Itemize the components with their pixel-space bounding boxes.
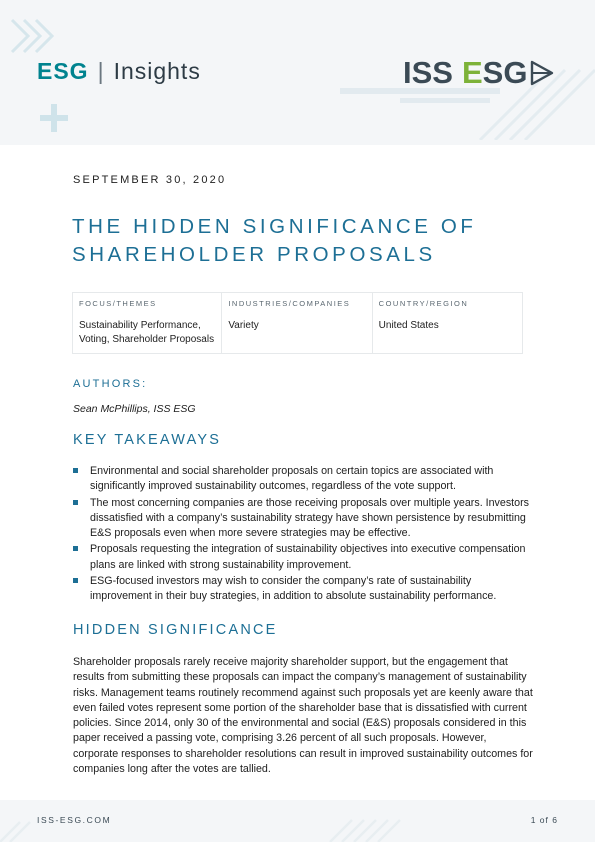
meta-focus-value: Sustainability Performance, Voting, Shareholder Proposals [79,320,215,345]
metadata-table [72,292,523,354]
takeaway-item [73,542,533,573]
key-takeaways-heading: KEY TAKEAWAYS [73,432,222,448]
takeaway-item [73,464,533,495]
page-number: 1 of 6 [530,815,558,825]
brand-insights: Insights [113,58,201,84]
bullet-square-icon [73,578,78,583]
brand-esg: ESG [37,58,89,84]
page-title: THE HIDDEN SIGNIFICANCE OF SHAREHOLDER PROPOSALS [72,215,477,266]
logo-e: E [461,55,483,90]
decorative-bar [400,98,490,103]
takeaway-item [73,496,533,542]
meta-industries-label: INDUSTRIES/COMPANIES [228,299,351,308]
footer-website-link[interactable]: ISS-ESG.COM [37,815,112,825]
authors-heading: AUTHORS: [73,378,148,390]
meta-country-value: United States [378,320,439,331]
key-takeaways-list [73,464,533,606]
bullet-square-icon [73,500,78,505]
bullet-square-icon [73,468,78,473]
publication-date: SEPTEMBER 30, 2020 [73,174,227,186]
plus-decoration-icon [40,104,68,132]
esg-insights-brand [37,58,201,85]
iss-esg-logo [403,55,554,91]
meta-focus-label: FOCUS/THEMES [79,299,157,308]
takeaway-item [73,574,533,605]
meta-country [373,293,522,353]
takeaway-text: The most concerning companies are those receiving proposals over multiple years. Investors dissatisfied with a company’s sustainability strategy have shown persistence by resubmitting E&S proposals even when more severe strategies may be effective. [90,496,529,540]
logo-sg: SG [482,55,528,90]
meta-country-label: COUNTRY/REGION [378,299,469,308]
authors-value: Sean McPhillips, ISS ESG [73,403,196,415]
chevron-pattern-left [8,18,56,54]
takeaway-text: ESG-focused investors may wish to consider the company’s rate of sustainability improvement in their buy strategies, in addition to absolute sustainability performance. [90,575,497,603]
bullet-square-icon [73,546,78,551]
takeaway-text: Environmental and social shareholder proposals on certain topics are associated with significantly improved sustainability outcomes, regardless of the vote support. [90,465,494,493]
logo-arrow-icon [530,60,554,86]
meta-industries-value: Variety [228,320,259,331]
hidden-significance-paragraph: Shareholder proposals rarely receive majority shareholder support, but the engagement that results from submitting these proposals can impact the company’s management of sustainability risks. Management teams routinely recommend against such proposals yet are keenly aware that even failed votes represent some portion of the shareholder base that is dissatisfied with current policies. Since 2014, only 30 of the environmental and social (E&S) proposals considered in this paper received a passing vote, comprising 3.26 percent of all such proposals. However, corporate responses to shareholder resolutions can result in improved sustainability outcomes for companies long after the votes are tallied. [73,656,533,776]
logo-iss: ISS [403,55,453,90]
hidden-significance-heading: HIDDEN SIGNIFICANCE [73,622,278,638]
meta-focus [73,293,222,353]
takeaway-text: Proposals requesting the integration of sustainability objectives into executive compensation plans are linked with strong sustainability improvement. [90,543,526,571]
brand-separator: | [97,58,105,84]
meta-industries [222,293,372,353]
